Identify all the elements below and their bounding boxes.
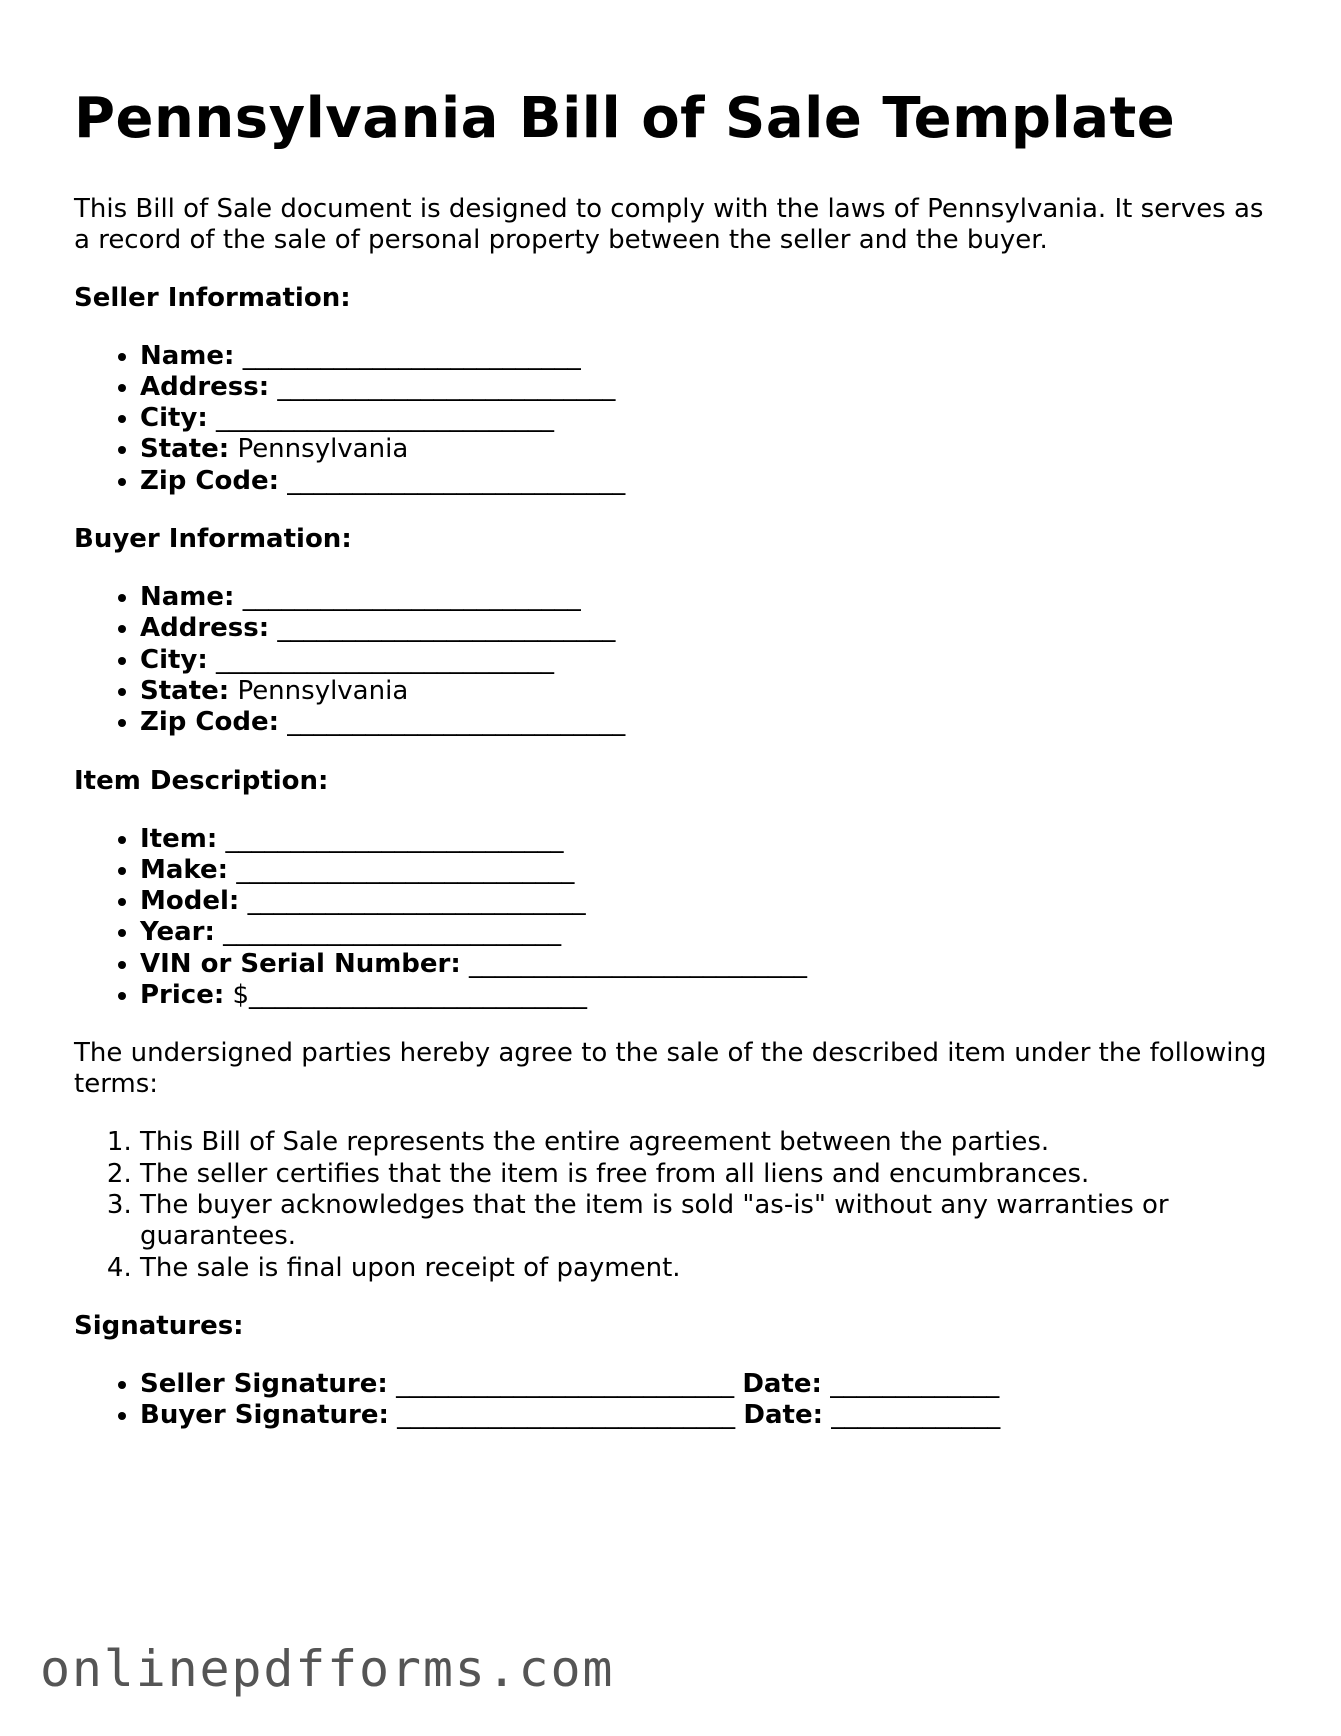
seller-state-field: • State: Pennsylvania	[140, 434, 1274, 465]
buyer-city-field[interactable]: • City: __________________________	[140, 645, 1274, 676]
currency-symbol: $	[232, 980, 250, 1011]
term-item: 4. The sale is final upon receipt of payment.	[140, 1253, 1274, 1284]
date-label: Date:	[742, 1368, 822, 1399]
buyer-zip-field[interactable]: • Zip Code: __________________________	[140, 707, 1274, 738]
blank-line: __________________________	[247, 886, 586, 917]
item-heading: Item Description:	[74, 765, 329, 796]
seller-list	[74, 341, 1274, 497]
signatures-list	[74, 1369, 1274, 1432]
date-blank: _____________	[831, 1400, 1001, 1431]
item-list	[74, 824, 1274, 1012]
seller-city-field[interactable]: • City: __________________________	[140, 403, 1274, 434]
blank-line: __________________________	[223, 917, 562, 948]
state-value: Pennsylvania	[237, 675, 409, 706]
watermark: onlinepdfforms.com	[40, 1640, 615, 1698]
buyer-heading: Buyer Information:	[74, 524, 352, 555]
blank-line: __________________________	[397, 1400, 736, 1431]
signatures-heading: Signatures:	[74, 1310, 244, 1341]
blank-line: __________________________	[287, 465, 626, 496]
blank-line: __________________________	[277, 613, 616, 644]
seller-name-field[interactable]: • Name: __________________________	[140, 341, 1274, 372]
terms-intro: The undersigned parties hereby agree to the sale of the described item under the following terms:	[74, 1038, 1267, 1100]
blank-line: __________________________	[216, 403, 555, 434]
seller-address-field[interactable]: • Address: __________________________	[140, 372, 1274, 403]
make-field[interactable]: • Make: __________________________	[140, 855, 1274, 886]
blank-line: __________________________	[216, 644, 555, 675]
blank-line: __________________________	[396, 1368, 735, 1399]
blank-line: __________________________	[249, 980, 588, 1011]
buyer-signature-field[interactable]: • Buyer Signature: __________________________ Date: _____________	[140, 1400, 1274, 1431]
document-page	[74, 88, 1274, 1458]
date-label: Date:	[743, 1400, 824, 1431]
state-value: Pennsylvania	[237, 434, 409, 465]
blank-line: __________________________	[242, 582, 581, 613]
price-field[interactable]: • Price: $__________________________	[140, 980, 1274, 1011]
buyer-name-field[interactable]: • Name: __________________________	[140, 582, 1274, 613]
page-title: Pennsylvania Bill of Sale Template	[74, 86, 1176, 151]
vin-field[interactable]: • VIN or Serial Number: __________________________	[140, 949, 1274, 980]
term-item: 2. The seller certifies that the item is free from all liens and encumbrances.	[140, 1159, 1274, 1190]
blank-line: __________________________	[287, 707, 626, 738]
blank-line: __________________________	[225, 823, 564, 854]
term-item: 3. The buyer acknowledges that the item is sold "as-is" without any warranties or guarantees.	[140, 1190, 1274, 1253]
year-field[interactable]: • Year: __________________________	[140, 917, 1274, 948]
buyer-list	[74, 582, 1274, 738]
terms-list	[74, 1127, 1274, 1283]
buyer-address-field[interactable]: • Address: __________________________	[140, 613, 1274, 644]
blank-line: __________________________	[277, 371, 616, 402]
term-item: 1. This Bill of Sale represents the entire agreement between the parties.	[140, 1127, 1274, 1158]
seller-zip-field[interactable]: • Zip Code: __________________________	[140, 466, 1274, 497]
blank-line: __________________________	[236, 854, 575, 885]
item-field[interactable]: • Item: __________________________	[140, 824, 1274, 855]
intro-paragraph: This Bill of Sale document is designed to comply with the laws of Pennsylvania. It serves as a record of the sale of personal property between the seller and the buyer.	[74, 193, 1264, 255]
date-blank: _____________	[830, 1368, 1000, 1399]
seller-heading: Seller Information:	[74, 282, 351, 313]
seller-signature-field[interactable]: • Seller Signature: __________________________ Date: _____________	[140, 1369, 1274, 1400]
blank-line: __________________________	[242, 340, 581, 371]
model-field[interactable]: • Model: __________________________	[140, 886, 1274, 917]
blank-line: __________________________	[469, 948, 808, 979]
buyer-state-field: • State: Pennsylvania	[140, 676, 1274, 707]
